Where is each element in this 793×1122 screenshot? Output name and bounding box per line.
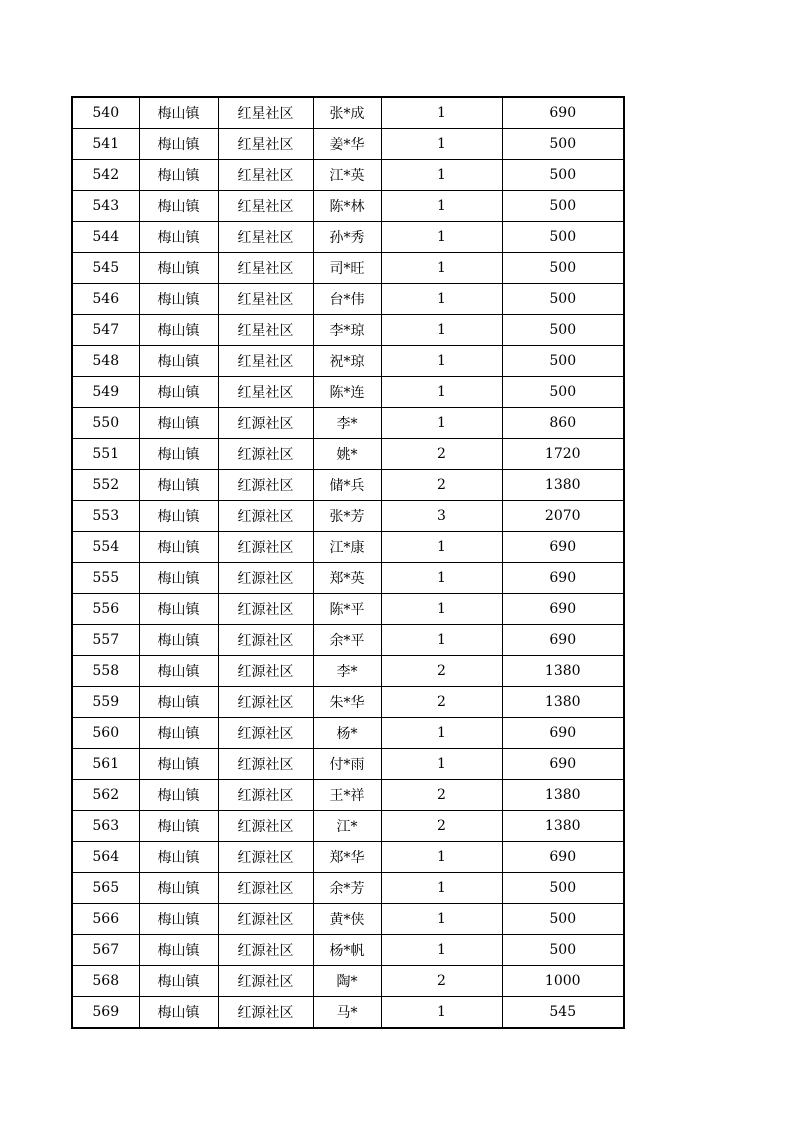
cell-count: 2 — [381, 687, 502, 718]
cell-count: 1 — [381, 532, 502, 563]
cell-index: 567 — [72, 935, 139, 966]
cell-community: 红星社区 — [218, 160, 313, 191]
cell-town: 梅山镇 — [139, 842, 218, 873]
cell-name: 张*成 — [313, 97, 381, 129]
cell-index: 549 — [72, 377, 139, 408]
cell-name: 李*琼 — [313, 315, 381, 346]
cell-name: 祝*琼 — [313, 346, 381, 377]
table-row — [72, 439, 624, 470]
table-row — [72, 191, 624, 222]
table-row — [72, 718, 624, 749]
cell-name: 姚* — [313, 439, 381, 470]
cell-count: 1 — [381, 997, 502, 1029]
cell-community: 红源社区 — [218, 780, 313, 811]
cell-town: 梅山镇 — [139, 408, 218, 439]
cell-index: 560 — [72, 718, 139, 749]
cell-name: 杨*帆 — [313, 935, 381, 966]
cell-name: 陶* — [313, 966, 381, 997]
cell-index: 542 — [72, 160, 139, 191]
table-row — [72, 315, 624, 346]
cell-index: 569 — [72, 997, 139, 1029]
cell-amount: 690 — [502, 749, 624, 780]
cell-name: 陈*林 — [313, 191, 381, 222]
cell-town: 梅山镇 — [139, 191, 218, 222]
cell-amount: 690 — [502, 97, 624, 129]
cell-town: 梅山镇 — [139, 222, 218, 253]
table-row — [72, 377, 624, 408]
table-row — [72, 780, 624, 811]
cell-community: 红源社区 — [218, 532, 313, 563]
cell-index: 543 — [72, 191, 139, 222]
cell-count: 1 — [381, 160, 502, 191]
cell-town: 梅山镇 — [139, 873, 218, 904]
cell-count: 1 — [381, 935, 502, 966]
cell-community: 红源社区 — [218, 718, 313, 749]
cell-index: 558 — [72, 656, 139, 687]
cell-community: 红源社区 — [218, 439, 313, 470]
cell-town: 梅山镇 — [139, 997, 218, 1029]
cell-name: 台*伟 — [313, 284, 381, 315]
cell-community: 红星社区 — [218, 222, 313, 253]
cell-amount: 500 — [502, 873, 624, 904]
cell-community: 红星社区 — [218, 253, 313, 284]
cell-name: 司*旺 — [313, 253, 381, 284]
cell-town: 梅山镇 — [139, 687, 218, 718]
data-table — [71, 96, 625, 1029]
cell-town: 梅山镇 — [139, 811, 218, 842]
cell-community: 红源社区 — [218, 408, 313, 439]
cell-index: 552 — [72, 470, 139, 501]
cell-name: 储*兵 — [313, 470, 381, 501]
cell-index: 547 — [72, 315, 139, 346]
table-row — [72, 935, 624, 966]
cell-amount: 1380 — [502, 687, 624, 718]
table-row — [72, 501, 624, 532]
cell-index: 563 — [72, 811, 139, 842]
cell-index: 541 — [72, 129, 139, 160]
cell-town: 梅山镇 — [139, 780, 218, 811]
cell-name: 陈*平 — [313, 594, 381, 625]
cell-name: 马* — [313, 997, 381, 1029]
cell-count: 1 — [381, 718, 502, 749]
cell-amount: 545 — [502, 997, 624, 1029]
cell-index: 566 — [72, 904, 139, 935]
cell-index: 553 — [72, 501, 139, 532]
cell-town: 梅山镇 — [139, 656, 218, 687]
cell-count: 1 — [381, 594, 502, 625]
cell-town: 梅山镇 — [139, 439, 218, 470]
cell-town: 梅山镇 — [139, 501, 218, 532]
cell-index: 544 — [72, 222, 139, 253]
cell-index: 562 — [72, 780, 139, 811]
cell-index: 561 — [72, 749, 139, 780]
cell-name: 张*芳 — [313, 501, 381, 532]
cell-index: 550 — [72, 408, 139, 439]
cell-amount: 1380 — [502, 656, 624, 687]
cell-count: 2 — [381, 439, 502, 470]
cell-name: 余*芳 — [313, 873, 381, 904]
cell-count: 1 — [381, 377, 502, 408]
cell-amount: 500 — [502, 222, 624, 253]
table-row — [72, 129, 624, 160]
cell-town: 梅山镇 — [139, 129, 218, 160]
cell-index: 557 — [72, 625, 139, 656]
table-row — [72, 749, 624, 780]
cell-community: 红源社区 — [218, 687, 313, 718]
cell-community: 红源社区 — [218, 997, 313, 1029]
table-row — [72, 656, 624, 687]
cell-index: 548 — [72, 346, 139, 377]
cell-name: 江* — [313, 811, 381, 842]
cell-name: 朱*华 — [313, 687, 381, 718]
cell-amount: 690 — [502, 594, 624, 625]
cell-amount: 860 — [502, 408, 624, 439]
cell-town: 梅山镇 — [139, 315, 218, 346]
table-row — [72, 470, 624, 501]
cell-amount: 500 — [502, 377, 624, 408]
cell-town: 梅山镇 — [139, 284, 218, 315]
cell-community: 红源社区 — [218, 935, 313, 966]
cell-count: 1 — [381, 563, 502, 594]
cell-count: 1 — [381, 904, 502, 935]
table-row — [72, 97, 624, 129]
table-row — [72, 160, 624, 191]
table-row — [72, 284, 624, 315]
cell-community: 红星社区 — [218, 191, 313, 222]
cell-town: 梅山镇 — [139, 625, 218, 656]
cell-amount: 690 — [502, 842, 624, 873]
cell-amount: 690 — [502, 625, 624, 656]
cell-community: 红星社区 — [218, 377, 313, 408]
cell-amount: 500 — [502, 315, 624, 346]
cell-town: 梅山镇 — [139, 904, 218, 935]
cell-amount: 1000 — [502, 966, 624, 997]
cell-community: 红源社区 — [218, 656, 313, 687]
cell-community: 红星社区 — [218, 284, 313, 315]
cell-name: 李* — [313, 408, 381, 439]
cell-index: 554 — [72, 532, 139, 563]
table-row — [72, 625, 624, 656]
cell-community: 红源社区 — [218, 842, 313, 873]
cell-count: 1 — [381, 129, 502, 160]
cell-community: 红源社区 — [218, 749, 313, 780]
cell-index: 540 — [72, 97, 139, 129]
cell-amount: 500 — [502, 284, 624, 315]
table-row — [72, 346, 624, 377]
cell-count: 1 — [381, 346, 502, 377]
cell-name: 郑*华 — [313, 842, 381, 873]
table-row — [72, 532, 624, 563]
cell-name: 李* — [313, 656, 381, 687]
cell-amount: 500 — [502, 160, 624, 191]
table-row — [72, 811, 624, 842]
cell-index: 546 — [72, 284, 139, 315]
cell-town: 梅山镇 — [139, 563, 218, 594]
cell-town: 梅山镇 — [139, 97, 218, 129]
cell-amount: 690 — [502, 532, 624, 563]
cell-amount: 500 — [502, 129, 624, 160]
cell-town: 梅山镇 — [139, 346, 218, 377]
cell-community: 红星社区 — [218, 97, 313, 129]
cell-count: 2 — [381, 656, 502, 687]
cell-count: 1 — [381, 408, 502, 439]
cell-amount: 500 — [502, 191, 624, 222]
table-row — [72, 253, 624, 284]
cell-name: 郑*英 — [313, 563, 381, 594]
cell-name: 江*英 — [313, 160, 381, 191]
cell-count: 2 — [381, 470, 502, 501]
cell-town: 梅山镇 — [139, 935, 218, 966]
cell-count: 2 — [381, 966, 502, 997]
cell-town: 梅山镇 — [139, 718, 218, 749]
table-row — [72, 842, 624, 873]
cell-amount: 690 — [502, 718, 624, 749]
cell-town: 梅山镇 — [139, 160, 218, 191]
cell-town: 梅山镇 — [139, 749, 218, 780]
cell-index: 564 — [72, 842, 139, 873]
cell-amount: 1380 — [502, 470, 624, 501]
cell-name: 杨* — [313, 718, 381, 749]
cell-index: 559 — [72, 687, 139, 718]
cell-count: 1 — [381, 253, 502, 284]
cell-community: 红源社区 — [218, 811, 313, 842]
cell-count: 1 — [381, 97, 502, 129]
table-body — [72, 97, 624, 1028]
table-row — [72, 873, 624, 904]
cell-town: 梅山镇 — [139, 594, 218, 625]
cell-community: 红源社区 — [218, 966, 313, 997]
cell-count: 1 — [381, 625, 502, 656]
cell-amount: 1720 — [502, 439, 624, 470]
table-row — [72, 904, 624, 935]
cell-community: 红星社区 — [218, 315, 313, 346]
cell-index: 555 — [72, 563, 139, 594]
cell-community: 红源社区 — [218, 594, 313, 625]
cell-amount: 2070 — [502, 501, 624, 532]
cell-index: 556 — [72, 594, 139, 625]
table-row — [72, 594, 624, 625]
cell-town: 梅山镇 — [139, 532, 218, 563]
cell-name: 付*雨 — [313, 749, 381, 780]
cell-amount: 690 — [502, 563, 624, 594]
table-row — [72, 966, 624, 997]
cell-count: 1 — [381, 191, 502, 222]
cell-count: 2 — [381, 811, 502, 842]
cell-count: 1 — [381, 842, 502, 873]
cell-name: 姜*华 — [313, 129, 381, 160]
cell-name: 江*康 — [313, 532, 381, 563]
cell-name: 王*祥 — [313, 780, 381, 811]
cell-index: 565 — [72, 873, 139, 904]
cell-count: 1 — [381, 749, 502, 780]
cell-index: 568 — [72, 966, 139, 997]
table-row — [72, 222, 624, 253]
cell-name: 孙*秀 — [313, 222, 381, 253]
cell-count: 2 — [381, 780, 502, 811]
cell-town: 梅山镇 — [139, 377, 218, 408]
cell-community: 红源社区 — [218, 873, 313, 904]
cell-count: 1 — [381, 873, 502, 904]
cell-town: 梅山镇 — [139, 470, 218, 501]
cell-amount: 500 — [502, 253, 624, 284]
table-row — [72, 997, 624, 1029]
cell-name: 陈*连 — [313, 377, 381, 408]
cell-community: 红星社区 — [218, 129, 313, 160]
cell-community: 红星社区 — [218, 346, 313, 377]
cell-community: 红源社区 — [218, 904, 313, 935]
cell-amount: 500 — [502, 935, 624, 966]
cell-name: 余*平 — [313, 625, 381, 656]
table-row — [72, 563, 624, 594]
cell-count: 1 — [381, 284, 502, 315]
cell-amount: 500 — [502, 904, 624, 935]
cell-amount: 500 — [502, 346, 624, 377]
cell-town: 梅山镇 — [139, 966, 218, 997]
cell-name: 黄*侠 — [313, 904, 381, 935]
cell-count: 1 — [381, 222, 502, 253]
cell-count: 3 — [381, 501, 502, 532]
cell-count: 1 — [381, 315, 502, 346]
cell-town: 梅山镇 — [139, 253, 218, 284]
cell-index: 551 — [72, 439, 139, 470]
cell-amount: 1380 — [502, 811, 624, 842]
cell-community: 红源社区 — [218, 563, 313, 594]
cell-amount: 1380 — [502, 780, 624, 811]
cell-community: 红源社区 — [218, 501, 313, 532]
cell-index: 545 — [72, 253, 139, 284]
cell-community: 红源社区 — [218, 470, 313, 501]
table-row — [72, 408, 624, 439]
table-row — [72, 687, 624, 718]
cell-community: 红源社区 — [218, 625, 313, 656]
